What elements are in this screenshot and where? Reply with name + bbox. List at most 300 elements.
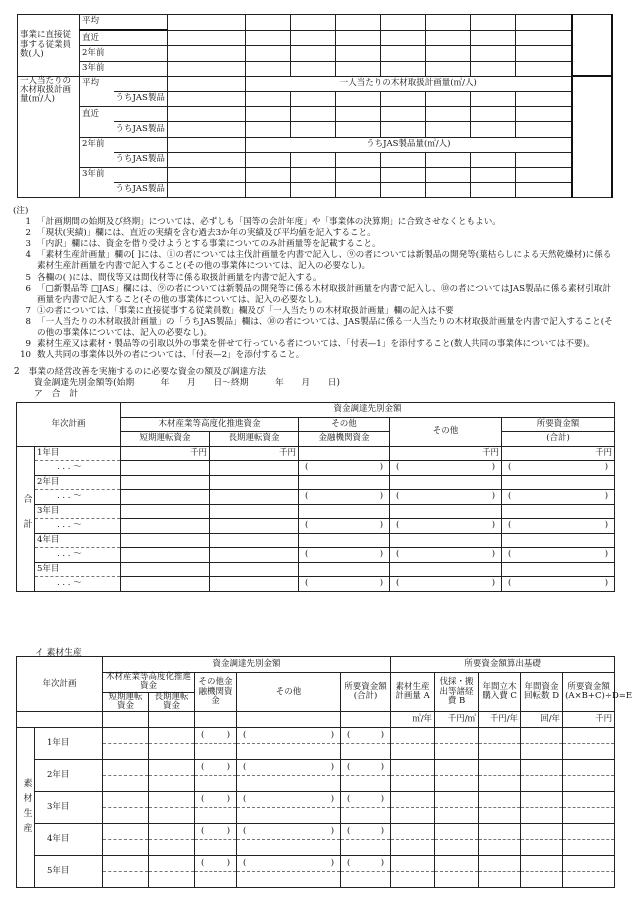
- open-paren: (: [396, 549, 400, 560]
- open-paren: (: [347, 858, 351, 869]
- open-paren: (: [243, 730, 247, 741]
- amount-cell[interactable]: [390, 533, 502, 548]
- amount-cell[interactable]: [195, 808, 237, 824]
- amount-cell[interactable]: [521, 776, 563, 792]
- short-header: 短期運転資金: [103, 692, 149, 712]
- amount-cell[interactable]: [563, 728, 615, 744]
- amount-cell[interactable]: [121, 475, 210, 490]
- close-paren: ): [380, 858, 385, 869]
- amount-cell[interactable]: [563, 824, 615, 840]
- open-paren: (: [347, 826, 351, 837]
- paren-pair: [392, 550, 499, 559]
- amount-cell[interactable]: [237, 760, 341, 776]
- amount-cell[interactable]: [149, 872, 195, 888]
- employee-label: 事業に直接従事する従業員数(人): [18, 15, 80, 77]
- unit-row: [17, 712, 615, 728]
- unit-label: 千円: [563, 712, 615, 728]
- amount-cell[interactable]: [391, 808, 435, 824]
- amount-cell[interactable]: [121, 519, 210, 534]
- note-number: 3: [25, 239, 31, 250]
- note-item: [13, 339, 617, 350]
- other-fin-header: その他金融機関資金: [195, 673, 237, 712]
- table-row: [17, 760, 615, 776]
- amount-cell[interactable]: [435, 840, 479, 856]
- section-heading: [14, 367, 340, 400]
- amount-cell[interactable]: [121, 548, 210, 563]
- kizai-header: 木材産業等高度化推進資金: [103, 673, 195, 693]
- paren-pair: [504, 521, 612, 530]
- amount-cell[interactable]: [341, 792, 391, 808]
- table-row: [17, 744, 615, 760]
- amount-cell[interactable]: [391, 744, 435, 760]
- close-paren: ): [604, 462, 609, 473]
- amount-cell[interactable]: [502, 490, 615, 505]
- note-text: 「素材生産計画量」欄の[ ]には、①の者については主伐計画量を内書で記入し、⑨の者については新製品の開発等(葉枯らしによる天然乾燥材)に係る素材生産計画量を内書で記入すること(その他の事業体については、記入の必要なし)。: [37, 250, 612, 272]
- amount-cell[interactable]: [563, 872, 615, 888]
- note-item: [13, 317, 617, 339]
- year-label: 2年目: [35, 760, 103, 792]
- amount-cell[interactable]: [479, 728, 521, 744]
- close-paren: ): [380, 730, 385, 741]
- amount-cell[interactable]: [103, 872, 149, 888]
- amount-cell[interactable]: [210, 475, 299, 490]
- open-paren: (: [508, 549, 512, 560]
- amount-cell[interactable]: [521, 792, 563, 808]
- amount-cell[interactable]: [299, 475, 390, 490]
- amount-cell[interactable]: [103, 840, 149, 856]
- paren-pair: [197, 763, 234, 772]
- amount-cell[interactable]: [341, 824, 391, 840]
- close-paren: ): [380, 794, 385, 805]
- note-text: 「現状(実績)」欄には、直近の実績を含む過去3か年の実績及び平均値を記入すること。: [37, 228, 376, 239]
- amount-cell[interactable]: [237, 824, 341, 840]
- amount-cell[interactable]: [299, 577, 390, 592]
- amount-cell[interactable]: [391, 792, 435, 808]
- amount-cell[interactable]: [502, 577, 615, 592]
- unit-label: 回/年: [521, 712, 563, 728]
- amount-cell[interactable]: [341, 840, 391, 856]
- unit-label: ㎥/年: [391, 712, 435, 728]
- open-paren: (: [305, 520, 309, 531]
- amount-cell[interactable]: [390, 548, 502, 563]
- amount-cell[interactable]: [479, 776, 521, 792]
- amount-cell[interactable]: [390, 504, 502, 519]
- amount-cell[interactable]: [390, 461, 502, 476]
- table-row: [17, 808, 615, 824]
- amount-cell[interactable]: [121, 504, 210, 519]
- paren-pair: [392, 521, 499, 530]
- amount-cell[interactable]: [299, 548, 390, 563]
- close-paren: ): [604, 520, 609, 531]
- amount-cell[interactable]: [299, 461, 390, 476]
- open-paren: (: [508, 462, 512, 473]
- close-paren: ): [491, 578, 496, 589]
- amount-cell[interactable]: [121, 577, 210, 592]
- amount-cell[interactable]: [390, 562, 502, 577]
- row-label: 2年前: [80, 137, 168, 152]
- amount-cell[interactable]: [391, 760, 435, 776]
- year-plan-header: 年次計画: [17, 403, 121, 447]
- amount-cell[interactable]: [563, 760, 615, 776]
- amount-cell[interactable]: [195, 744, 237, 760]
- side-label: 素材生産: [17, 728, 35, 888]
- row-label: 平均: [80, 76, 168, 91]
- note-text: 「一人当たりの木材取扱計画量」の「うちJAS製品」欄は、⑩の者については、JAS製品に係る一人当たりの木材取扱計画量を内書で記入すること(その他の事業体については、記入の必要なし)。: [37, 316, 613, 339]
- amount-cell[interactable]: [502, 562, 615, 577]
- amount-cell[interactable]: [435, 744, 479, 760]
- amount-cell[interactable]: [391, 728, 435, 744]
- close-paren: ): [226, 858, 231, 869]
- calc-b-header: 伐採・搬出等諸経費 B: [435, 673, 479, 712]
- amount-cell[interactable]: [521, 872, 563, 888]
- amount-cell[interactable]: [390, 475, 502, 490]
- close-paren: ): [379, 549, 384, 560]
- table-row: [17, 519, 615, 534]
- amount-cell[interactable]: [299, 533, 390, 548]
- amount-cell[interactable]: [195, 872, 237, 888]
- amount-cell[interactable]: [479, 808, 521, 824]
- amount-cell[interactable]: [210, 446, 299, 461]
- year-range: . . . ～: [35, 519, 121, 534]
- close-paren: ): [379, 520, 384, 531]
- table-row: [17, 856, 615, 872]
- amount-cell[interactable]: [299, 519, 390, 534]
- amount-cell[interactable]: [103, 728, 149, 744]
- paren-pair: [343, 731, 388, 740]
- calc-d-header: 年間資金回転数 D: [521, 673, 563, 712]
- amount-cell[interactable]: [435, 792, 479, 808]
- table-row: [17, 562, 615, 577]
- close-paren: ): [379, 578, 384, 589]
- amount-cell[interactable]: [195, 760, 237, 776]
- open-paren: (: [396, 491, 400, 502]
- amount-cell[interactable]: [521, 856, 563, 872]
- funding-source-header: 資金調達先別金額: [121, 403, 615, 418]
- amount-cell[interactable]: [521, 744, 563, 760]
- year-plan-header: 年次計画: [17, 657, 103, 712]
- amount-cell[interactable]: [390, 446, 502, 461]
- close-paren: ): [491, 491, 496, 502]
- amount-cell[interactable]: [390, 519, 502, 534]
- amount-cell[interactable]: [149, 808, 195, 824]
- amount-cell[interactable]: [103, 744, 149, 760]
- note-item: [13, 306, 617, 317]
- calc-basis-header: 所要資金額算出基礎: [391, 657, 615, 673]
- amount-cell[interactable]: [237, 840, 341, 856]
- open-paren: (: [305, 462, 309, 473]
- amount-cell[interactable]: [341, 776, 391, 792]
- amount-cell[interactable]: [563, 744, 615, 760]
- amount-cell[interactable]: [435, 776, 479, 792]
- amount-cell[interactable]: [563, 792, 615, 808]
- amount-cell[interactable]: [195, 856, 237, 872]
- kizai-header: 木材産業等高度化推進資金: [121, 417, 299, 432]
- unit-label: 千円: [190, 447, 208, 458]
- paren-pair: [504, 463, 612, 472]
- amount-cell[interactable]: [237, 744, 341, 760]
- amount-cell[interactable]: [502, 446, 615, 461]
- note-item: [13, 350, 617, 361]
- amount-cell[interactable]: [103, 824, 149, 840]
- close-paren: ): [379, 462, 384, 473]
- paren-pair: [301, 492, 387, 501]
- paren-pair: [239, 763, 338, 772]
- amount-cell[interactable]: [435, 856, 479, 872]
- amount-cell[interactable]: [237, 728, 341, 744]
- note-number: 7: [25, 305, 31, 316]
- amount-cell[interactable]: [521, 760, 563, 776]
- open-paren: (: [508, 491, 512, 502]
- paren-pair: [504, 579, 612, 588]
- paren-pair: [239, 859, 338, 868]
- paren-pair: [504, 492, 612, 501]
- amount-cell[interactable]: [103, 792, 149, 808]
- amount-cell[interactable]: [341, 760, 391, 776]
- open-paren: (: [243, 762, 247, 773]
- note-item: [13, 250, 617, 272]
- year-label: 1年目: [35, 446, 121, 461]
- table-row: [17, 533, 615, 548]
- amount-cell[interactable]: [521, 728, 563, 744]
- per-person-label: 一人当たりの木材取扱計画量(㎥/人): [18, 76, 80, 198]
- amount-cell[interactable]: [479, 760, 521, 776]
- table-row: [17, 872, 615, 888]
- amount-cell[interactable]: [521, 824, 563, 840]
- amount-cell[interactable]: [479, 840, 521, 856]
- amount-cell[interactable]: [502, 461, 615, 476]
- open-paren: (: [396, 578, 400, 589]
- close-paren: ): [491, 462, 496, 473]
- amount-cell[interactable]: [521, 808, 563, 824]
- amount-cell[interactable]: [390, 577, 502, 592]
- amount-cell[interactable]: [149, 776, 195, 792]
- paren-pair: [239, 795, 338, 804]
- amount-cell[interactable]: [341, 728, 391, 744]
- amount-cell[interactable]: [210, 562, 299, 577]
- sub-label: うちJAS製品: [114, 152, 168, 167]
- close-paren: ): [226, 730, 231, 741]
- table-row: [17, 792, 615, 808]
- paren-pair: [301, 463, 387, 472]
- amount-cell[interactable]: [502, 504, 615, 519]
- calc-a-header: 素材生産計画量 A: [391, 673, 435, 712]
- amount-cell[interactable]: [210, 519, 299, 534]
- amount-cell[interactable]: [299, 490, 390, 505]
- amount-cell[interactable]: [121, 490, 210, 505]
- amount-cell[interactable]: [563, 808, 615, 824]
- section-sub-a: ア 合 計: [34, 389, 78, 399]
- paren-pair: [197, 795, 234, 804]
- amount-cell[interactable]: [341, 808, 391, 824]
- amount-cell[interactable]: [103, 776, 149, 792]
- amount-cell[interactable]: [391, 776, 435, 792]
- amount-cell[interactable]: [502, 533, 615, 548]
- close-paren: ): [330, 794, 335, 805]
- amount-cell[interactable]: [210, 548, 299, 563]
- close-paren: ): [379, 491, 384, 502]
- note-item: [13, 239, 617, 250]
- amount-cell[interactable]: [210, 533, 299, 548]
- amount-cell[interactable]: [149, 840, 195, 856]
- open-paren: (: [347, 730, 351, 741]
- amount-cell[interactable]: [195, 792, 237, 808]
- amount-cell[interactable]: [237, 872, 341, 888]
- year-label: 4年目: [35, 824, 103, 856]
- row-label: 3年前: [80, 167, 168, 182]
- amount-cell[interactable]: [391, 824, 435, 840]
- year-label: 2年目: [35, 475, 121, 490]
- table-row: [17, 824, 615, 840]
- close-paren: ): [226, 794, 231, 805]
- note-number: 10: [20, 350, 31, 361]
- amount-cell[interactable]: [299, 504, 390, 519]
- amount-cell[interactable]: [479, 792, 521, 808]
- section-title: 2 事業の経営改善を実施するのに必要な資金の額及び調達方法: [14, 367, 266, 377]
- amount-cell[interactable]: [195, 840, 237, 856]
- table-row: [17, 577, 615, 592]
- amount-cell[interactable]: [103, 808, 149, 824]
- amount-cell[interactable]: [121, 446, 210, 461]
- amount-cell[interactable]: [149, 792, 195, 808]
- sub-label: うちJAS製品: [114, 122, 168, 137]
- amount-cell[interactable]: [149, 728, 195, 744]
- amount-cell[interactable]: [391, 872, 435, 888]
- paren-pair: [197, 731, 234, 740]
- section-period: 資金調達先別金額等(始期 年 月 日～終期 年 月 日): [34, 378, 340, 388]
- note-text: 「□新製品等 □JAS」欄には、⑨の者については新製品の開発等に係る木材取扱計画量を内書で記入し、⑩の者についてはJAS製品に係る素材引取計画量を内書で記入すること(その他の事業体については、記入の必要なし)。: [37, 283, 611, 305]
- table-row: [17, 475, 615, 490]
- table-row: [17, 446, 615, 461]
- table-row: [17, 840, 615, 856]
- amount-cell[interactable]: [479, 744, 521, 760]
- amount-cell[interactable]: [237, 792, 341, 808]
- amount-cell[interactable]: [195, 824, 237, 840]
- year-label: 5年目: [35, 856, 103, 888]
- table-row: [17, 728, 615, 744]
- amount-cell[interactable]: [435, 824, 479, 840]
- close-paren: ): [380, 762, 385, 773]
- amount-cell[interactable]: [391, 840, 435, 856]
- amount-cell[interactable]: [435, 872, 479, 888]
- per-person-plan-header: 一人当たりの木材取扱計画量(㎥/人): [246, 76, 572, 91]
- amount-cell[interactable]: [121, 562, 210, 577]
- amount-cell[interactable]: [149, 856, 195, 872]
- amount-cell[interactable]: [521, 840, 563, 856]
- note-number: 8: [25, 316, 31, 327]
- open-paren: (: [201, 762, 205, 773]
- amount-cell[interactable]: [149, 744, 195, 760]
- amount-cell[interactable]: [210, 461, 299, 476]
- amount-cell[interactable]: [479, 872, 521, 888]
- amount-cell[interactable]: [299, 446, 390, 461]
- row-label: 平均: [80, 15, 168, 31]
- amount-cell[interactable]: [149, 824, 195, 840]
- paren-pair: [197, 827, 234, 836]
- amount-cell[interactable]: [391, 856, 435, 872]
- amount-cell[interactable]: [210, 490, 299, 505]
- amount-cell[interactable]: [121, 533, 210, 548]
- amount-cell[interactable]: [210, 577, 299, 592]
- year-label: 3年目: [35, 504, 121, 519]
- amount-cell[interactable]: [299, 562, 390, 577]
- amount-cell[interactable]: [390, 490, 502, 505]
- amount-cell[interactable]: [502, 475, 615, 490]
- amount-cell[interactable]: [435, 808, 479, 824]
- paren-pair: [504, 550, 612, 559]
- note-text: 数人共同の事業体以外の者については、「付表—2」を添付すること。: [37, 350, 305, 361]
- amount-cell[interactable]: [435, 760, 479, 776]
- other-fin-header: その他: [299, 417, 390, 432]
- amount-cell[interactable]: [149, 760, 195, 776]
- amount-cell[interactable]: [237, 776, 341, 792]
- year-label: 3年目: [35, 792, 103, 824]
- close-paren: ): [330, 730, 335, 741]
- close-paren: ): [604, 549, 609, 560]
- year-label: 5年目: [35, 562, 121, 577]
- paren-pair: [239, 731, 338, 740]
- amount-cell[interactable]: [563, 840, 615, 856]
- need-header: 所要資金額: [502, 417, 615, 432]
- amount-cell[interactable]: [195, 728, 237, 744]
- close-paren: ): [330, 826, 335, 837]
- amount-cell[interactable]: [502, 519, 615, 534]
- unit-label: 千円: [279, 447, 297, 458]
- note-number: 2: [25, 228, 31, 239]
- amount-cell[interactable]: [121, 461, 210, 476]
- paren-pair: [343, 859, 388, 868]
- note-number: 1: [25, 217, 31, 228]
- open-paren: (: [201, 794, 205, 805]
- calc-e-header: 所要資金額(A×B+C)÷D=E: [563, 673, 615, 712]
- open-paren: (: [305, 578, 309, 589]
- open-paren: (: [243, 826, 247, 837]
- note-item: [13, 217, 617, 228]
- amount-cell[interactable]: [237, 808, 341, 824]
- long-header: 長期運転資金: [210, 432, 299, 447]
- notes: [13, 206, 617, 361]
- calc-c-header: 年間立木購入費 C: [479, 673, 521, 712]
- paren-pair: [392, 579, 499, 588]
- table-row: [17, 504, 615, 519]
- amount-cell[interactable]: [341, 872, 391, 888]
- open-paren: (: [347, 762, 351, 773]
- side-label: 合計: [17, 446, 35, 591]
- unit-label: 千円/年: [479, 712, 521, 728]
- amount-cell[interactable]: [563, 776, 615, 792]
- paren-pair: [197, 859, 234, 868]
- amount-cell[interactable]: [341, 744, 391, 760]
- amount-cell[interactable]: [210, 504, 299, 519]
- amount-cell[interactable]: [341, 856, 391, 872]
- amount-cell[interactable]: [237, 856, 341, 872]
- open-paren: (: [201, 730, 205, 741]
- amount-cell[interactable]: [103, 856, 149, 872]
- year-range: . . . ～: [35, 461, 121, 476]
- unit-label: 千円: [595, 447, 613, 458]
- log-production-table: [16, 656, 632, 888]
- table-row: [17, 776, 615, 792]
- amount-cell[interactable]: [195, 776, 237, 792]
- amount-cell[interactable]: [103, 760, 149, 776]
- note-number: 4: [25, 250, 31, 261]
- amount-cell[interactable]: [435, 728, 479, 744]
- amount-cell[interactable]: [479, 856, 521, 872]
- amount-cell[interactable]: [479, 824, 521, 840]
- amount-cell[interactable]: [502, 548, 615, 563]
- table-row: [17, 548, 615, 563]
- paren-pair: [392, 463, 499, 472]
- amount-cell[interactable]: [563, 856, 615, 872]
